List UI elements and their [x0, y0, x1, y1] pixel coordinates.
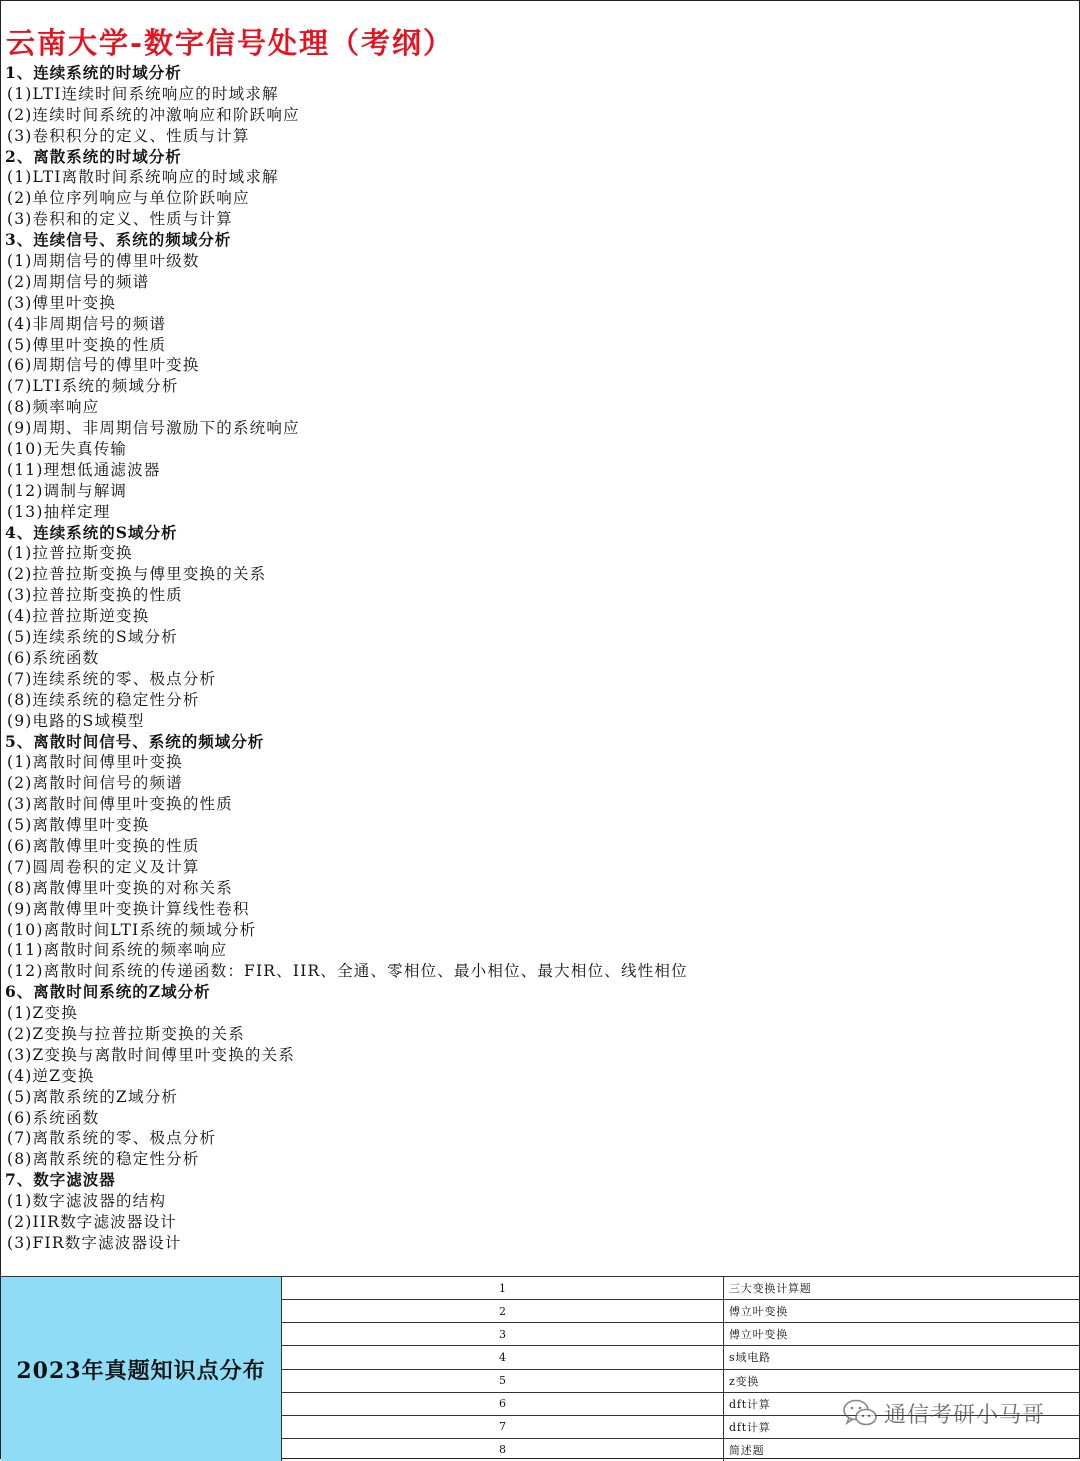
watermark-text: 通信考研小马哥 [883, 1402, 1045, 1428]
table-row [282, 1439, 1080, 1461]
table-row [282, 1370, 1080, 1393]
topic-item: (2)连续时间系统的冲激响应和阶跃响应 [7, 105, 300, 124]
topic-item: (1)LTI离散时间系统响应的时域求解 [7, 168, 279, 187]
syllabus-section [4, 147, 1064, 231]
topic-item: (3)卷积和的定义、性质与计算 [7, 210, 233, 229]
topic-item: (9)电路的S域模型 [7, 711, 145, 730]
topic-item: (9)周期、非周期信号激励下的系统响应 [7, 419, 300, 438]
topic-item: (5)离散系统的Z域分析 [7, 1087, 179, 1106]
question-number: 8 [282, 1439, 724, 1461]
topic-item: (10)无失真传输 [7, 440, 128, 459]
syllabus-section [4, 1170, 1064, 1254]
question-topic: 简述题 [729, 1443, 765, 1457]
topic-item: (6)系统函数 [7, 1108, 100, 1127]
question-topic: 傅立叶变换 [729, 1328, 788, 1342]
question-number: 4 [282, 1346, 724, 1368]
watermark [842, 1395, 1045, 1431]
topic-item: (2)IIR数字滤波器设计 [7, 1212, 177, 1231]
question-topic: 傅立叶变换 [729, 1305, 788, 1319]
section-heading: 6、离散时间系统的Z域分析 [5, 982, 211, 1002]
wechat-icon [842, 1398, 878, 1428]
question-topic: z变换 [729, 1374, 760, 1388]
table-row [282, 1323, 1080, 1346]
syllabus-section [4, 732, 1064, 983]
syllabus-section [4, 523, 1064, 732]
question-number: 1 [282, 1277, 724, 1299]
syllabus-section [4, 230, 1064, 522]
topic-item: (7)圆周卷积的定义及计算 [7, 857, 200, 876]
topic-item: (12)离散时间系统的传递函数：FIR、IIR、全通、零相位、最小相位、最大相位、线性相位 [7, 962, 688, 981]
topic-item: (6)系统函数 [7, 648, 100, 667]
topic-item: (8)离散系统的稳定性分析 [7, 1150, 200, 1169]
topic-item: (5)傅里叶变换的性质 [7, 335, 167, 354]
topic-item: (5)连续系统的S域分析 [7, 628, 178, 647]
topic-item: (11)理想低通滤波器 [7, 460, 161, 479]
question-number: 5 [282, 1370, 724, 1392]
topic-item: (8)频率响应 [7, 398, 100, 417]
topic-item: (10)离散时间LTI系统的频域分析 [7, 920, 257, 939]
topic-item: (4)拉普拉斯逆变换 [7, 607, 150, 626]
question-topic: s域电路 [729, 1351, 771, 1365]
topic-item: (1)拉普拉斯变换 [7, 544, 133, 563]
section-heading: 5、离散时间信号、系统的频域分析 [5, 731, 265, 751]
topic-item: (7)连续系统的零、极点分析 [7, 669, 217, 688]
topic-item: (5)离散傅里叶变换 [7, 816, 150, 835]
syllabus-section [4, 982, 1064, 1170]
topic-item: (2)离散时间信号的频谱 [7, 774, 183, 793]
section-heading: 2、离散系统的时域分析 [5, 146, 182, 166]
section-heading: 7、数字滤波器 [5, 1170, 116, 1190]
topic-item: (6)周期信号的傅里叶变换 [7, 356, 200, 375]
topic-item: (4)逆Z变换 [7, 1066, 95, 1085]
section-heading: 1、连续系统的时域分析 [5, 63, 182, 82]
syllabus-outline [4, 23, 1064, 1254]
topic-item: (4)非周期信号的频谱 [7, 314, 167, 333]
sections-list [4, 63, 1064, 1254]
question-number: 3 [282, 1323, 724, 1345]
topic-item: (3)离散时间傅里叶变换的性质 [7, 795, 233, 814]
topic-item: (3)Z变换与离散时间傅里叶变换的关系 [7, 1045, 296, 1064]
topic-item: (2)周期信号的频谱 [7, 272, 150, 291]
topic-item: (8)连续系统的稳定性分析 [7, 690, 200, 709]
topic-item: (3)卷积积分的定义、性质与计算 [7, 126, 250, 145]
topic-item: (1)离散时间傅里叶变换 [7, 753, 183, 772]
topic-item: (3)傅里叶变换 [7, 293, 117, 312]
topic-item: (2)拉普拉斯变换与傅里变换的关系 [7, 565, 267, 584]
topic-item: (2)Z变换与拉普拉斯变换的关系 [7, 1024, 245, 1043]
topic-item: (12)调制与解调 [7, 481, 128, 500]
question-number: 2 [282, 1300, 724, 1322]
topic-item: (1)Z变换 [7, 1004, 78, 1023]
page-title: 云南大学-数字信号处理（考纲） [6, 26, 455, 60]
table-row [282, 1277, 1080, 1300]
topic-item: (1)LTI连续时间系统响应的时域求解 [7, 84, 279, 103]
topic-item: (1)数字滤波器的结构 [7, 1192, 167, 1211]
topic-item: (3)FIR数字滤波器设计 [7, 1233, 182, 1252]
question-topic: 三大变换计算题 [729, 1282, 812, 1296]
section-heading: 3、连续信号、系统的频域分析 [5, 230, 232, 250]
question-topic: dft计算 [729, 1397, 771, 1411]
question-number: 6 [282, 1393, 724, 1415]
table-row [282, 1346, 1080, 1369]
topic-item: (6)离散傅里叶变换的性质 [7, 836, 200, 855]
topic-item: (2)单位序列响应与单位阶跃响应 [7, 189, 250, 208]
topic-item: (7)LTI系统的频域分析 [7, 377, 179, 396]
topic-item: (9)离散傅里叶变换计算线性卷积 [7, 899, 250, 918]
exam-distribution-table [1, 1276, 1080, 1461]
topic-item: (8)离散傅里叶变换的对称关系 [7, 878, 233, 897]
section-heading: 4、连续系统的S域分析 [5, 522, 178, 542]
syllabus-section [4, 63, 1064, 147]
topic-item: (13)抽样定理 [7, 502, 111, 521]
question-number: 7 [282, 1416, 724, 1438]
table-row [282, 1300, 1080, 1323]
distribution-label: 2023年真题知识点分布 [1, 1277, 282, 1461]
topic-item: (11)离散时间系统的频率响应 [7, 941, 228, 960]
distribution-rows [282, 1277, 1080, 1461]
topic-item: (3)拉普拉斯变换的性质 [7, 586, 183, 605]
topic-item: (1)周期信号的傅里叶级数 [7, 252, 200, 271]
question-topic: dft计算 [729, 1420, 771, 1434]
topic-item: (7)离散系统的零、极点分析 [7, 1129, 217, 1148]
